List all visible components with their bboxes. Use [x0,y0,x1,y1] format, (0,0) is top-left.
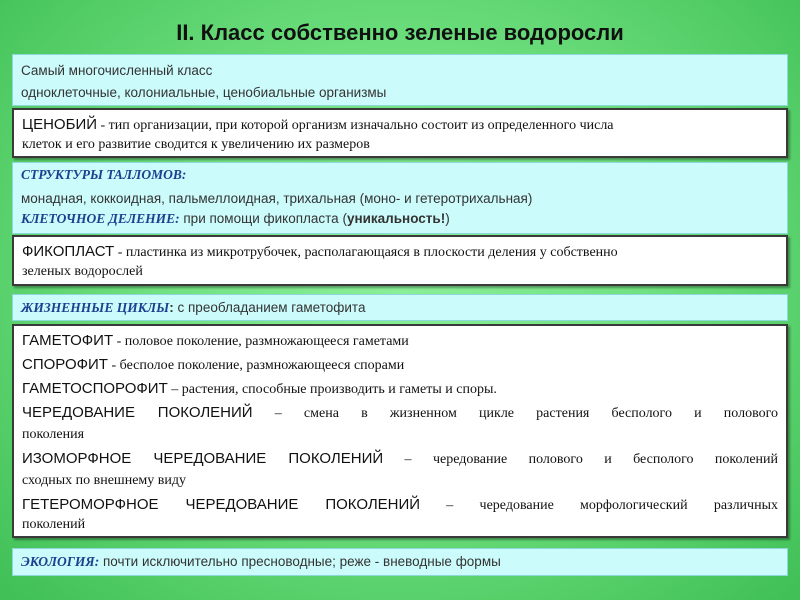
structures-heading: СТРУКТУРЫ ТАЛЛОМОВ [21,167,182,182]
cenobium-term: ЦЕНОБИЙ [22,116,98,133]
cenobium-definition-box [12,108,788,158]
isomorphic-def-2: сходных по внешнему виду [22,473,186,488]
isomorphic-line-1 [22,450,778,468]
isomorphic-def-1: – чередование полового и бесполого поколений [383,452,779,467]
phycoplast-def-2: зеленых водорослей [22,264,143,279]
alternation-line-1 [22,404,778,422]
intro-line-2: одноклеточные, колониальные, ценобиальные организмы [21,85,387,100]
gametophyte-def: - половое поколение, размножающееся гаметами [113,334,409,349]
structures-heading-line [21,167,186,183]
life-cycles-text: с преобладанием гаметофита [173,300,366,315]
structures-panel [12,162,788,234]
phycoplast-term: ФИКОПЛАСТ [22,243,115,260]
phycoplast-definition-box [12,235,788,286]
sporophyte-def: - бесполое поколение, размножающееся спорами [107,358,405,373]
alternation-def-1: – смена в жизненном цикле растения бесполого и полового [252,406,778,421]
heteromorphic-line-1 [22,496,778,514]
life-cycles-colon: : [169,300,174,315]
heteromorphic-term: ГЕТЕРОМОРФНОЕ ЧЕРЕДОВАНИЕ ПОКОЛЕНИЙ [22,496,421,513]
phycoplast-line-1 [22,243,618,261]
slide-title: II. Класс собственно зеленые водоросли [176,20,624,45]
alternation-def-2: поколения [22,427,85,442]
phycoplast-def-1: - пластинка из микротрубочек, располагающаяся в плоскости деления у собственно [114,245,618,260]
heteromorphic-line-2 [22,516,85,533]
gametosporophyte-line [22,380,497,398]
sporophyte-line [22,356,404,374]
gametosporophyte-def: – растения, способные производить и гаметы и споры. [167,382,497,397]
division-heading: КЛЕТОЧНОЕ ДЕЛЕНИЕ: [21,211,180,226]
alternation-term: ЧЕРЕДОВАНИЕ ПОКОЛЕНИЙ [22,404,253,421]
gametophyte-line [22,332,409,350]
phycoplast-line-2 [22,263,143,280]
cenobium-line-2 [22,136,370,153]
alternation-line-2 [22,426,84,443]
isomorphic-term: ИЗОМОРФНОЕ ЧЕРЕДОВАНИЕ ПОКОЛЕНИЙ [22,450,384,467]
life-cycles-line [21,300,365,316]
life-cycles-heading: ЖИЗНЕННЫЕ ЦИКЛЫ [21,300,170,315]
division-line [21,211,450,227]
division-text: при помощи фикопласта ( [179,211,347,226]
division-bold: уникальность! [346,211,446,226]
life-cycles-panel [12,294,788,321]
sporophyte-term: СПОРОФИТ [22,356,108,373]
structures-colon: : [181,167,187,182]
cenobium-def-2: клеток и его развитие сводится к увеличению их размеров [22,137,370,152]
ecology-line [21,554,501,570]
division-end: ) [445,211,450,226]
definitions-box [12,324,788,538]
ecology-text: почти исключительно пресноводные; реже - вневодные формы [99,554,501,569]
cenobium-line-1 [22,116,614,134]
ecology-panel [12,548,788,576]
ecology-heading: ЭКОЛОГИЯ: [21,554,100,569]
intro-panel [12,54,788,106]
heteromorphic-def-2: поколений [22,517,86,532]
isomorphic-line-2 [22,472,186,489]
structures-types: монадная, коккоидная, пальмеллоидная, трихальная (моно- и гетеротрихальная) [21,191,533,206]
cenobium-def-1: - тип организации, при которой организм изначально состоит из определенного числа [97,118,614,133]
gametophyte-term: ГАМЕТОФИТ [22,332,114,349]
heteromorphic-def-1: – чередование морфологический различных [420,498,778,513]
intro-line-1: Самый многочисленный класс [21,63,213,78]
gametosporophyte-term: ГАМЕТОСПОРОФИТ [22,380,168,397]
